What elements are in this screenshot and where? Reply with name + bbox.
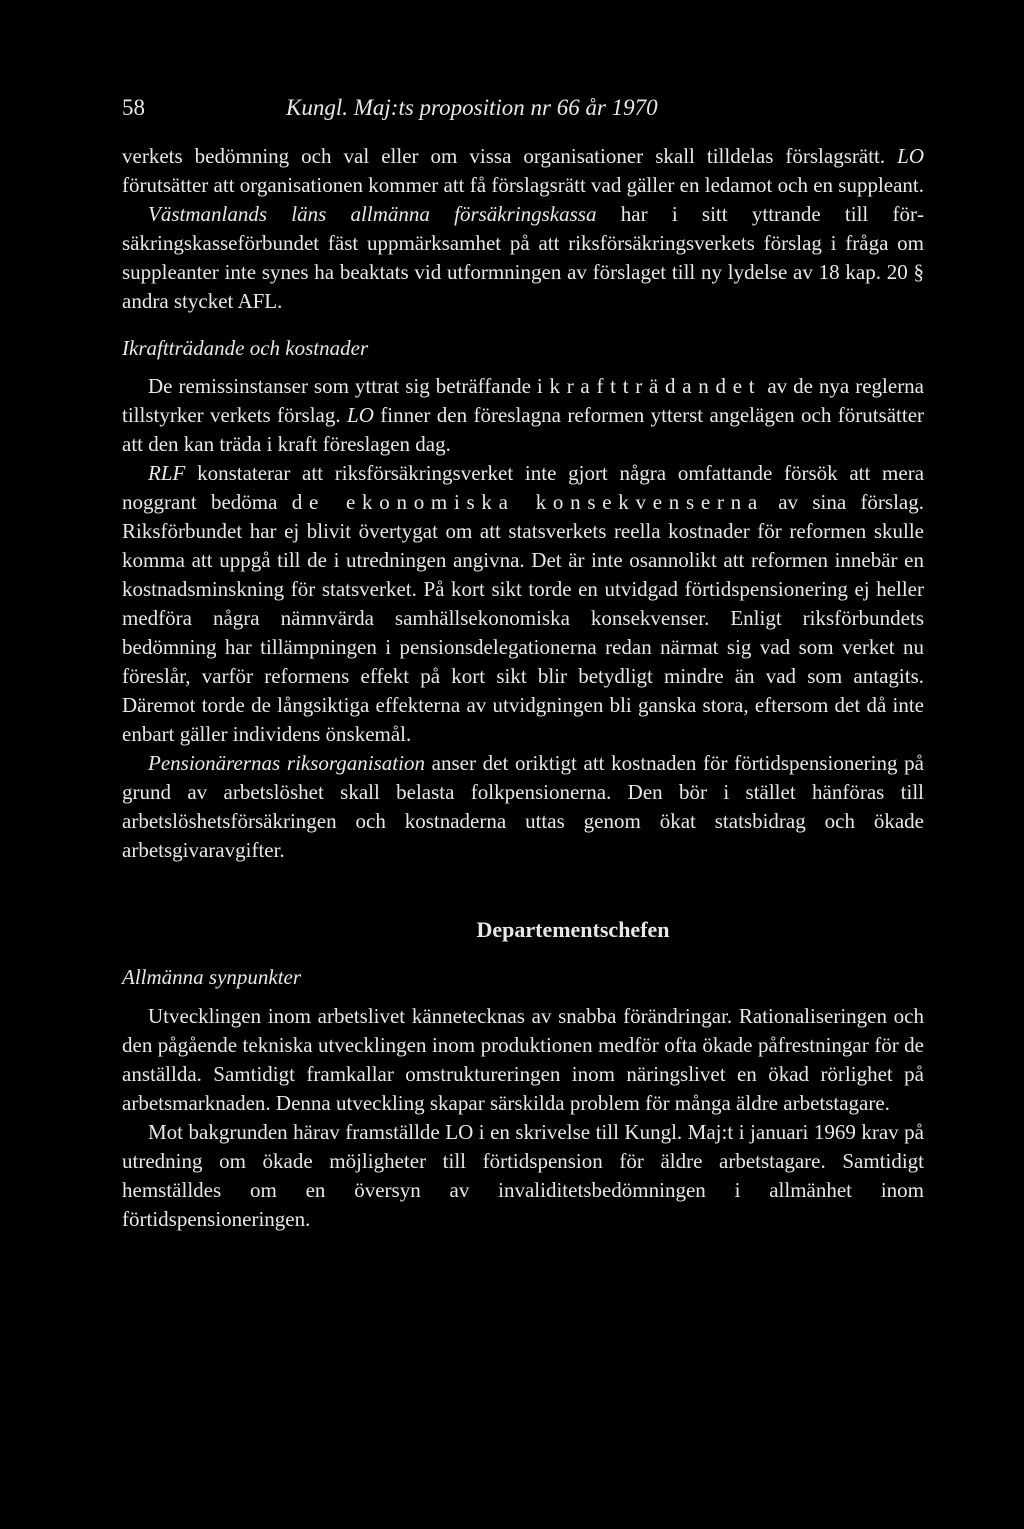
paragraph-text: förutsätter att organisationen kommer att få förslagsrätt vad gäller en ledamot och en suppleant.	[122, 173, 925, 197]
paragraph-text: De remissinstanser som yttrat sig beträffande	[148, 374, 531, 398]
paragraph	[122, 459, 924, 749]
section-heading: Allmänna synpunkter	[122, 965, 302, 989]
paragraph-text: konstaterar att riksförsäkringsverket inte gjort några omfattande försök att mera noggrant bedöma	[122, 461, 925, 514]
organization-name: LO	[897, 144, 925, 168]
paragraph	[122, 142, 924, 200]
organization-name: LO	[347, 403, 374, 427]
paragraph-text: andra stycket AFL.	[122, 289, 283, 313]
paragraph-text: har i sitt yttrande till försäkringskasseförbundet fäst uppmärksamhet på att riksförsäkringsverkets förslag i fråga om suppleanter inte synes ha beaktats vid utformningen av förslaget till ny lydelse av 18 kap. 20	[122, 202, 925, 284]
paragraph	[122, 372, 924, 459]
running-title: Kungl. Maj:ts proposition nr 66 år 1970	[286, 95, 658, 120]
section-sign: §	[913, 260, 925, 284]
paragraph-text: verkets bedömning och val eller om vissa organisationer skall tilldelas förslagsrätt.	[122, 144, 886, 168]
paragraph	[122, 749, 924, 865]
paragraph-text: av sina förslag. Riksförbundet har ej blivit övertygat om att statsverkets reella kostnader för reformen skulle komma att uppgå till de i utredningen angivna. Det är inte osannolikt att reformen innebär en kostnadsminskning för statsverket. På kort sikt torde en utvidgad förtidspensionering ej heller medföra några nämnvärda samhällsekonomiska konsekvenser. Enligt riksförbundets bedömning har tillämpningen i pensionsdelegationerna redan närmat sig vad som verket nu föreslår, varför reformens effekt på kort sikt blir betydligt mindre än vad som antagits. Däremot torde de långsiktiga effekterna av utvidgningen bli ganska stora, eftersom det då inte enbart gäller individens önskemål.	[122, 490, 925, 746]
body-text	[122, 142, 924, 1234]
running-head	[122, 88, 924, 128]
paragraph	[122, 200, 924, 316]
organization-name: Västmanlands läns allmänna försäkringskassa	[148, 202, 597, 226]
spaced-emphasis: ikraftträdandet	[536, 374, 762, 398]
page-number: 58	[122, 95, 145, 120]
section-title: Departementschefen	[476, 917, 670, 942]
organization-name: Pensionärernas riksorganisation	[148, 751, 425, 775]
paragraph-text: anser det oriktigt att kostnaden för förtidspensionering på grund av arbetslöshet skall belasta folkpensionerna. Den bör i stället hänföras till arbetslöshetsförsäkringen och kostnaderna uttas genom ökat statsbidrag och ökade arbetsgivaravgifter.	[122, 751, 924, 862]
organization-name: RLF	[148, 461, 186, 485]
paragraph-text: finner den föreslagna reformen ytterst angelägen och förutsätter att den kan träda i kraft föreslagen dag.	[122, 403, 925, 456]
section-heading: Ikraftträdande och kostnader	[122, 336, 369, 360]
paragraph: Utvecklingen inom arbetslivet kännetecknas av snabba förändringar. Rationaliseringen och den pågående tekniska utvecklingen inom produktionen medför ofta ökade påfrestningar för de anställda. Samtidigt framkallar omstruktureringen inom näringslivet en ökad rörlighet på arbetsmarknaden. Denna utveckling skapar särskilda problem för många äldre arbetstagare.	[122, 1004, 924, 1115]
spaced-emphasis: de ekonomiska konsekvenserna	[291, 490, 764, 514]
paragraph: Mot bakgrunden härav framställde LO i en skrivelse till Kungl. Maj:t i januari 1969 krav på utredning om ökade möjligheter till förtidspension för äldre arbetstagare. Samtidigt hemställdes om en översyn av invaliditetsbedömningen i allmänhet inom förtidspensioneringen.	[122, 1120, 924, 1231]
paragraph-text: av de nya reglerna tillstyrker verkets förslag.	[122, 374, 925, 427]
document-page	[122, 88, 924, 1234]
